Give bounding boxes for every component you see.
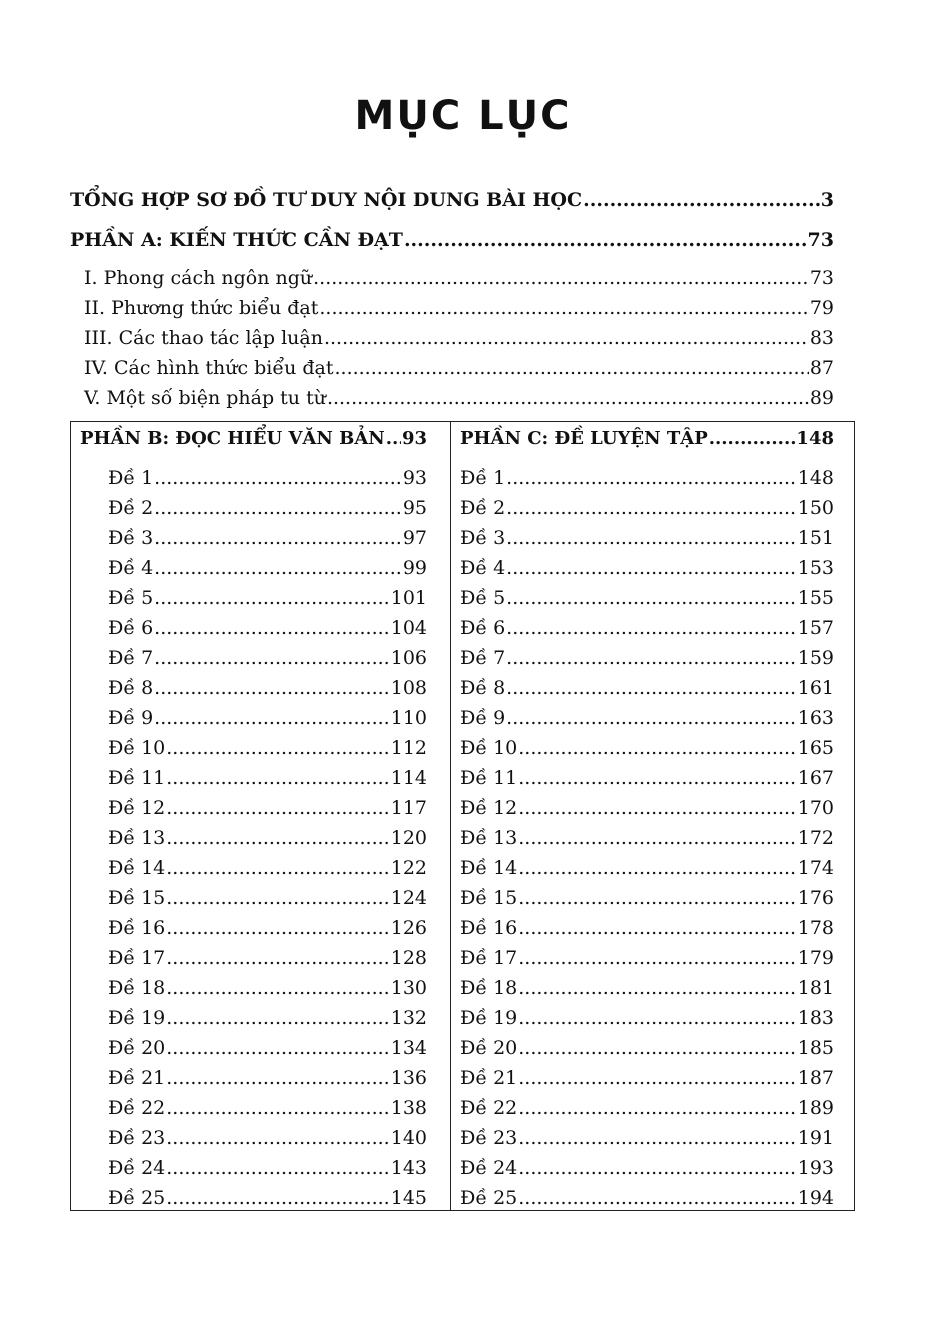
part-c-entry[interactable]	[460, 735, 834, 761]
toc-entry-label: Đề 10	[460, 737, 518, 759]
toc-entry-page: 134	[390, 1037, 427, 1059]
toc-heading-part-b[interactable]	[80, 426, 427, 452]
toc-entry-label: Đề 11	[460, 767, 518, 789]
toc-entry-page: 108	[390, 677, 427, 699]
toc-heading-label: PHẦN C: ĐỀ LUYỆN TẬP	[460, 428, 708, 449]
dot-leader	[518, 735, 796, 761]
part-b-entry[interactable]	[108, 885, 427, 911]
part-b-entry[interactable]	[108, 1125, 427, 1151]
toc-entry-page: 194	[797, 1187, 834, 1209]
toc-entry-label: Đề 22	[460, 1097, 518, 1119]
toc-entry-label: Đề 24	[108, 1157, 166, 1179]
dot-leader	[506, 495, 797, 521]
part-b-entry[interactable]	[108, 1035, 427, 1061]
dot-leader	[583, 187, 820, 213]
toc-entry-page: 174	[797, 857, 834, 879]
dot-leader	[518, 825, 796, 851]
toc-entry-label: Đề 13	[108, 827, 166, 849]
part-b-entry[interactable]	[108, 825, 427, 851]
toc-entry-label: Đề 25	[108, 1187, 166, 1209]
dot-leader	[166, 825, 389, 851]
dot-leader	[154, 525, 402, 551]
dot-leader	[518, 1065, 796, 1091]
toc-entry-page: 193	[797, 1157, 834, 1179]
part-b-entry[interactable]	[108, 1095, 427, 1121]
part-b-entry[interactable]	[108, 765, 427, 791]
toc-entry-label: V. Một số biện pháp tu từ	[84, 387, 326, 409]
dot-leader	[166, 795, 389, 821]
part-b-entry[interactable]	[108, 975, 427, 1001]
part-c-entry[interactable]	[460, 615, 834, 641]
dot-leader	[154, 495, 402, 521]
toc-entry-label: Đề 25	[460, 1187, 518, 1209]
part-c-entry[interactable]	[460, 915, 834, 941]
page-title: MỤC LỤC	[354, 93, 572, 139]
toc-entry-label: Đề 11	[108, 767, 166, 789]
toc-entry-page: 163	[797, 707, 834, 729]
toc-entry-label: Đề 17	[460, 947, 518, 969]
toc-entry-page: 172	[797, 827, 834, 849]
toc-heading-label: PHẦN B: ĐỌC HIỂU VĂN BẢN	[80, 428, 385, 449]
dot-leader	[518, 945, 796, 971]
toc-entry-label: Đề 18	[108, 977, 166, 999]
part-c-entry[interactable]	[460, 465, 834, 491]
part-b-entry[interactable]	[108, 645, 427, 671]
dot-leader	[506, 705, 797, 731]
toc-entry-page: 73	[809, 267, 834, 289]
part-c-entry[interactable]	[460, 855, 834, 881]
toc-entry-label: Đề 13	[460, 827, 518, 849]
toc-entry-page: 167	[797, 767, 834, 789]
toc-entry-page: 136	[390, 1067, 427, 1089]
dot-leader	[154, 645, 390, 671]
dot-leader	[506, 675, 797, 701]
dot-leader	[518, 765, 796, 791]
toc-entry-part-a-item[interactable]	[84, 355, 834, 381]
toc-entry-label: Đề 21	[460, 1067, 518, 1089]
toc-entry-page: 124	[390, 887, 427, 909]
dot-leader	[166, 765, 389, 791]
toc-entry-label: Đề 16	[460, 917, 518, 939]
part-c-entry[interactable]	[460, 1005, 834, 1031]
toc-entry-page: 132	[390, 1007, 427, 1029]
toc-entry-page: 117	[390, 797, 427, 819]
part-c-entry[interactable]	[460, 1125, 834, 1151]
part-c-entry[interactable]	[460, 975, 834, 1001]
toc-entry-page: 151	[797, 527, 834, 549]
toc-entry-page: 95	[402, 497, 427, 519]
part-c-entry[interactable]	[460, 945, 834, 971]
part-b-entry[interactable]	[108, 1185, 427, 1211]
toc-entry-page: 179	[797, 947, 834, 969]
toc-entry-label: Đề 4	[108, 557, 154, 579]
dot-leader	[166, 1095, 389, 1121]
toc-entry-label: PHẦN A: KIẾN THỨC CẦN ĐẠT	[70, 229, 403, 251]
toc-entry-label: Đề 17	[108, 947, 166, 969]
toc-entry-page: 89	[809, 387, 834, 409]
toc-entry-page: 161	[797, 677, 834, 699]
toc-entry-part-a-item[interactable]	[84, 325, 834, 351]
toc-entry-page: 114	[390, 767, 427, 789]
dot-leader	[518, 915, 796, 941]
toc-entry-part-a[interactable]	[70, 227, 834, 253]
toc-entry-label: Đề 3	[108, 527, 154, 549]
toc-entry-label: IV. Các hình thức biểu đạt	[84, 357, 334, 379]
part-b-entry[interactable]	[108, 495, 427, 521]
toc-entry-label: Đề 12	[108, 797, 166, 819]
dot-leader	[154, 705, 390, 731]
part-c-entry[interactable]	[460, 885, 834, 911]
toc-entry-label: Đề 14	[460, 857, 518, 879]
toc-entry-page: 128	[390, 947, 427, 969]
dot-leader	[518, 885, 796, 911]
dot-leader	[518, 855, 796, 881]
part-b-entry[interactable]	[108, 585, 427, 611]
toc-entry-page: 138	[390, 1097, 427, 1119]
toc-entry-label: I. Phong cách ngôn ngữ	[84, 267, 313, 289]
part-b-entry[interactable]	[108, 525, 427, 551]
toc-entry-label: Đề 1	[108, 467, 154, 489]
dot-leader	[506, 645, 797, 671]
toc-entry-page: 178	[797, 917, 834, 939]
dot-leader	[506, 465, 797, 491]
part-b-entry[interactable]	[108, 855, 427, 881]
toc-entry-page: 3	[820, 189, 834, 211]
toc-entry-page: 104	[390, 617, 427, 639]
dot-leader	[166, 885, 389, 911]
toc-entry-label: Đề 24	[460, 1157, 518, 1179]
dot-leader	[386, 426, 401, 452]
toc-entry-page: 93	[402, 467, 427, 489]
dot-leader	[166, 1185, 389, 1211]
dot-leader	[518, 1125, 796, 1151]
toc-entry-page: 126	[390, 917, 427, 939]
dot-leader	[166, 945, 389, 971]
toc-entry-label: Đề 5	[108, 587, 154, 609]
part-c-entry[interactable]	[460, 1095, 834, 1121]
toc-entry-label: Đề 4	[460, 557, 506, 579]
toc-entry-page: 170	[797, 797, 834, 819]
toc-entry-mindmap-summary[interactable]	[70, 187, 834, 213]
toc-entry-page: 181	[797, 977, 834, 999]
dot-leader	[166, 1125, 389, 1151]
toc-entry-label: Đề 12	[460, 797, 518, 819]
toc-entry-page: 153	[797, 557, 834, 579]
part-c-entry[interactable]	[460, 1065, 834, 1091]
toc-entry-page: 79	[809, 297, 834, 319]
toc-entry-label: Đề 5	[460, 587, 506, 609]
toc-entry-part-a-item[interactable]	[84, 385, 834, 411]
toc-entry-page: 130	[390, 977, 427, 999]
part-b-entry[interactable]	[108, 705, 427, 731]
toc-entry-page: 148	[797, 467, 834, 489]
toc-entry-label: Đề 6	[108, 617, 154, 639]
dot-leader	[154, 615, 390, 641]
toc-entry-label: Đề 19	[460, 1007, 518, 1029]
dot-leader	[154, 465, 402, 491]
toc-entry-label: Đề 23	[108, 1127, 166, 1149]
dot-leader	[166, 915, 389, 941]
toc-entry-page: 110	[390, 707, 427, 729]
toc-heading-page: 148	[796, 428, 834, 449]
toc-entry-label: Đề 2	[108, 497, 154, 519]
dot-leader	[709, 426, 796, 452]
part-c-entry[interactable]	[460, 555, 834, 581]
part-b-entry[interactable]	[108, 735, 427, 761]
toc-entry-label: Đề 15	[108, 887, 166, 909]
dot-leader	[327, 385, 809, 411]
toc-entry-page: 183	[797, 1007, 834, 1029]
part-b-entry[interactable]	[108, 795, 427, 821]
toc-entry-part-a-item[interactable]	[84, 265, 834, 291]
toc-heading-page: 93	[401, 428, 427, 449]
toc-entry-label: Đề 14	[108, 857, 166, 879]
toc-entry-page: 145	[390, 1187, 427, 1209]
toc-entry-label: II. Phương thức biểu đạt	[84, 297, 319, 319]
toc-entry-label: Đề 3	[460, 527, 506, 549]
toc-entry-label: Đề 7	[108, 647, 154, 669]
dot-leader	[506, 585, 797, 611]
toc-entry-label: Đề 20	[460, 1037, 518, 1059]
toc-entry-label: III. Các thao tác lập luận	[84, 327, 323, 349]
toc-entry-label: Đề 20	[108, 1037, 166, 1059]
part-c-entry[interactable]	[460, 525, 834, 551]
toc-entry-page: 83	[809, 327, 834, 349]
dot-leader	[166, 855, 389, 881]
part-b-entry[interactable]	[108, 915, 427, 941]
toc-entry-page: 191	[797, 1127, 834, 1149]
toc-entry-label: Đề 7	[460, 647, 506, 669]
dot-leader	[518, 1155, 796, 1181]
toc-entry-label: Đề 19	[108, 1007, 166, 1029]
dot-leader	[506, 615, 797, 641]
toc-entry-label: TỔNG HỢP SƠ ĐỒ TƯ DUY NỘI DUNG BÀI HỌC	[70, 189, 583, 211]
toc-entry-page: 120	[390, 827, 427, 849]
toc-entry-page: 106	[390, 647, 427, 669]
toc-entry-page: 122	[390, 857, 427, 879]
dot-leader	[518, 1005, 796, 1031]
toc-entry-page: 176	[797, 887, 834, 909]
toc-entry-page: 143	[390, 1157, 427, 1179]
toc-heading-part-c[interactable]	[460, 426, 834, 452]
toc-entry-label: Đề 15	[460, 887, 518, 909]
toc-entry-label: Đề 16	[108, 917, 166, 939]
part-c-entry[interactable]	[460, 765, 834, 791]
part-c-entry[interactable]	[460, 825, 834, 851]
part-c-entry[interactable]	[460, 495, 834, 521]
toc-entry-page: 165	[797, 737, 834, 759]
dot-leader	[518, 795, 796, 821]
dot-leader	[154, 555, 402, 581]
toc-entry-label: Đề 21	[108, 1067, 166, 1089]
toc-entry-page: 159	[797, 647, 834, 669]
part-c-entry[interactable]	[460, 645, 834, 671]
dot-leader	[334, 355, 808, 381]
dot-leader	[404, 227, 807, 253]
part-b-entry[interactable]	[108, 1005, 427, 1031]
toc-entry-page: 185	[797, 1037, 834, 1059]
column-divider	[450, 421, 451, 1211]
toc-entry-label: Đề 9	[460, 707, 506, 729]
toc-entry-label: Đề 23	[460, 1127, 518, 1149]
toc-entry-page: 101	[390, 587, 427, 609]
toc-entry-label: Đề 9	[108, 707, 154, 729]
dot-leader	[324, 325, 809, 351]
part-b-entry[interactable]	[108, 615, 427, 641]
dot-leader	[166, 1035, 389, 1061]
dot-leader	[518, 1095, 796, 1121]
part-c-entry[interactable]	[460, 705, 834, 731]
dot-leader	[154, 675, 390, 701]
dot-leader	[166, 975, 389, 1001]
dot-leader	[166, 1155, 389, 1181]
dot-leader	[319, 295, 808, 321]
dot-leader	[313, 265, 809, 291]
part-b-entry[interactable]	[108, 1065, 427, 1091]
toc-entry-page: 140	[390, 1127, 427, 1149]
part-c-entry[interactable]	[460, 1155, 834, 1181]
toc-entry-label: Đề 6	[460, 617, 506, 639]
dot-leader	[166, 735, 389, 761]
toc-entry-label: Đề 8	[108, 677, 154, 699]
dot-leader	[518, 1035, 796, 1061]
dot-leader	[166, 1065, 389, 1091]
dot-leader	[506, 555, 797, 581]
toc-entry-page: 150	[797, 497, 834, 519]
part-b-entry[interactable]	[108, 675, 427, 701]
toc-entry-page: 73	[807, 229, 834, 251]
part-c-entry[interactable]	[460, 675, 834, 701]
part-c-entry[interactable]	[460, 795, 834, 821]
toc-entry-part-a-item[interactable]	[84, 295, 834, 321]
toc-entry-page: 99	[402, 557, 427, 579]
toc-entry-page: 97	[402, 527, 427, 549]
toc-entry-page: 189	[797, 1097, 834, 1119]
toc-entry-label: Đề 8	[460, 677, 506, 699]
toc-entry-page: 155	[797, 587, 834, 609]
dot-leader	[518, 1185, 796, 1211]
toc-entry-label: Đề 18	[460, 977, 518, 999]
part-c-entry[interactable]	[460, 1035, 834, 1061]
toc-entry-page: 157	[797, 617, 834, 639]
dot-leader	[506, 525, 797, 551]
toc-entry-label: Đề 10	[108, 737, 166, 759]
part-b-entry[interactable]	[108, 945, 427, 971]
toc-entry-page: 87	[809, 357, 834, 379]
part-b-entry[interactable]	[108, 555, 427, 581]
dot-leader	[154, 585, 390, 611]
toc-entry-page: 112	[390, 737, 427, 759]
toc-entry-label: Đề 2	[460, 497, 506, 519]
part-c-entry[interactable]	[460, 1185, 834, 1211]
toc-entry-page: 187	[797, 1067, 834, 1089]
toc-entry-label: Đề 1	[460, 467, 506, 489]
part-b-entry[interactable]	[108, 465, 427, 491]
part-c-entry[interactable]	[460, 585, 834, 611]
toc-entry-label: Đề 22	[108, 1097, 166, 1119]
part-b-entry[interactable]	[108, 1155, 427, 1181]
dot-leader	[166, 1005, 389, 1031]
dot-leader	[518, 975, 796, 1001]
